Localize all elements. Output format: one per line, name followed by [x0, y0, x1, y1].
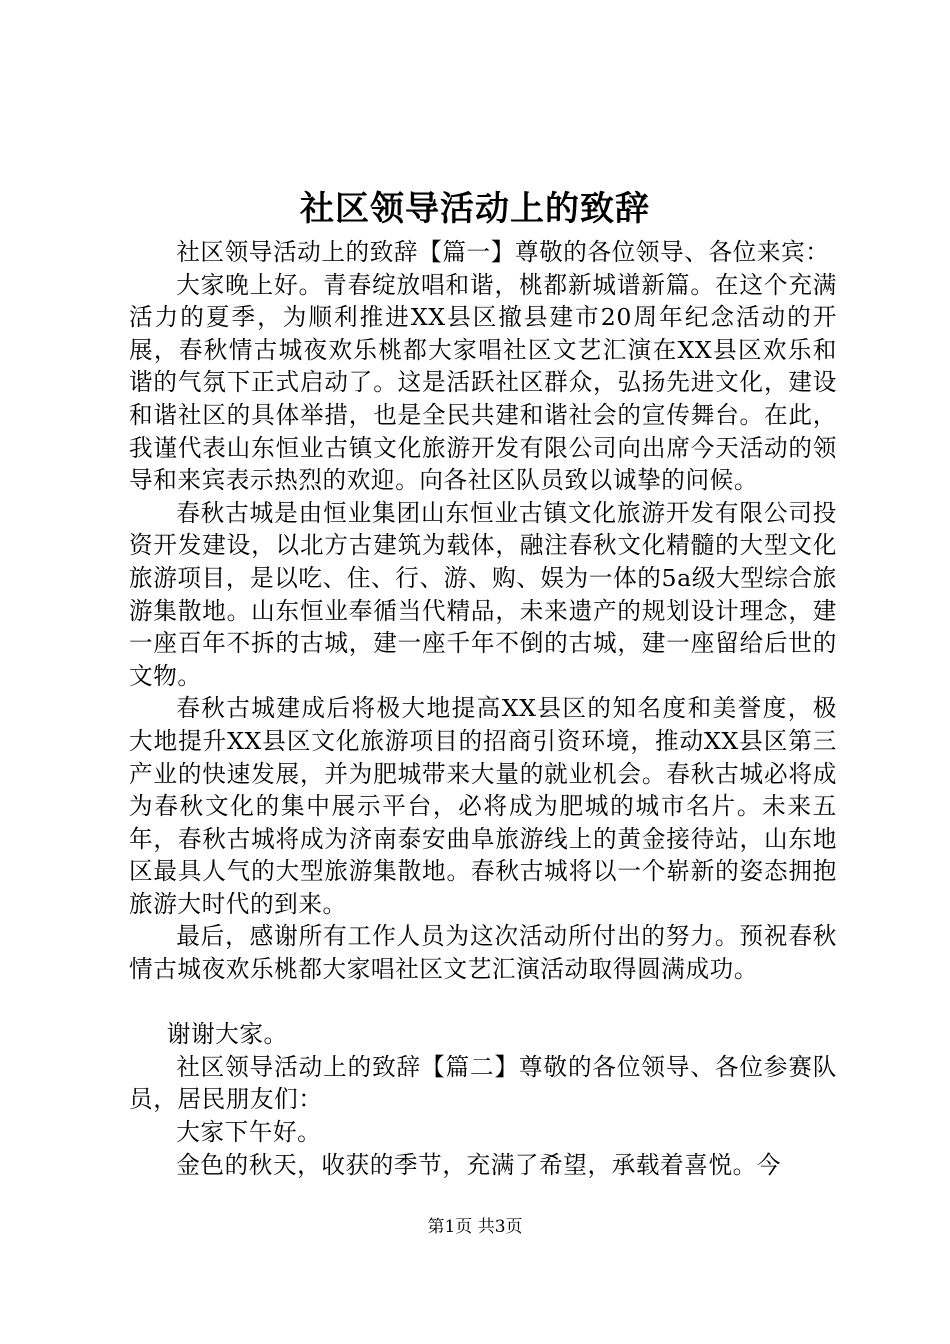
paragraph-7: 社区领导活动上的致辞【篇二】尊敬的各位领导、各位参赛队员，居民朋友们：	[129, 1052, 837, 1114]
paragraph-8: 大家下午好。	[176, 1118, 322, 1147]
paragraph-1: 社区领导活动上的致辞【篇一】尊敬的各位领导、各位来宾：	[176, 238, 830, 266]
paragraph-6: 谢谢大家。	[166, 1020, 288, 1049]
page-footer: 第1页 共3页	[427, 1217, 523, 1237]
paragraph-4: 春秋古城建成后将极大地提高XX县区的知名度和美誉度，极大地提升XX县区文化旅游项目的招商引资环境，推动XX县区第三产业的快速发展，并为肥城带来大量的就业机会。春秋古城必将成为春秋文化的集中展示平台，必将成为肥城的城市名片。未来五年，春秋古城将成为济南泰安曲阜旅游线上的黄金接待站，山东地区最具人气的大型旅游集散地。春秋古城将以一个崭新的姿态拥抱旅游大时代的到来。	[129, 694, 837, 918]
paragraph-5: 最后，感谢所有工作人员为这次活动所付出的努力。预祝春秋情古城夜欢乐桃都大家唱社区文艺汇演活动取得圆满成功。	[129, 922, 837, 984]
paragraph-9: 金色的秋天，收获的季节，充满了希望，承载着喜悦。今	[176, 1150, 782, 1179]
document-body	[129, 236, 837, 1181]
paragraph-spacer	[129, 986, 837, 1019]
paragraph-3: 春秋古城是由恒业集团山东恒业古镇文化旅游开发有限公司投资开发建设，以北方古建筑为载体，融注春秋文化精髓的大型文化旅游项目，是以吃、住、行、游、购、娱为一体的5a级大型综合旅游集散地。山东恒业奉循当代精品，未来遗产的规划设计理念，建一座百年不拆的古城，建一座千年不倒的古城，建一座留给后世的文物。	[129, 498, 837, 690]
paragraph-2: 大家晚上好。青春绽放唱和谐，桃都新城谱新篇。在这个充满活力的夏季，为顺利推进XX县区撤县建市20周年纪念活动的开展，春秋情古城夜欢乐桃都大家唱社区文艺汇演在XX县区欢乐和谐的气氛下正式启动了。这是活跃社区群众，弘扬先进文化，建设和谐社区的具体举措，也是全民共建和谐社会的宣传舞台。在此，我谨代表山东恒业古镇文化旅游开发有限公司向出席今天活动的领导和来宾表示热烈的欢迎。向各社区队员致以诚挚的问候。	[129, 270, 837, 495]
document-title: 社区领导活动上的致辞	[300, 189, 650, 229]
